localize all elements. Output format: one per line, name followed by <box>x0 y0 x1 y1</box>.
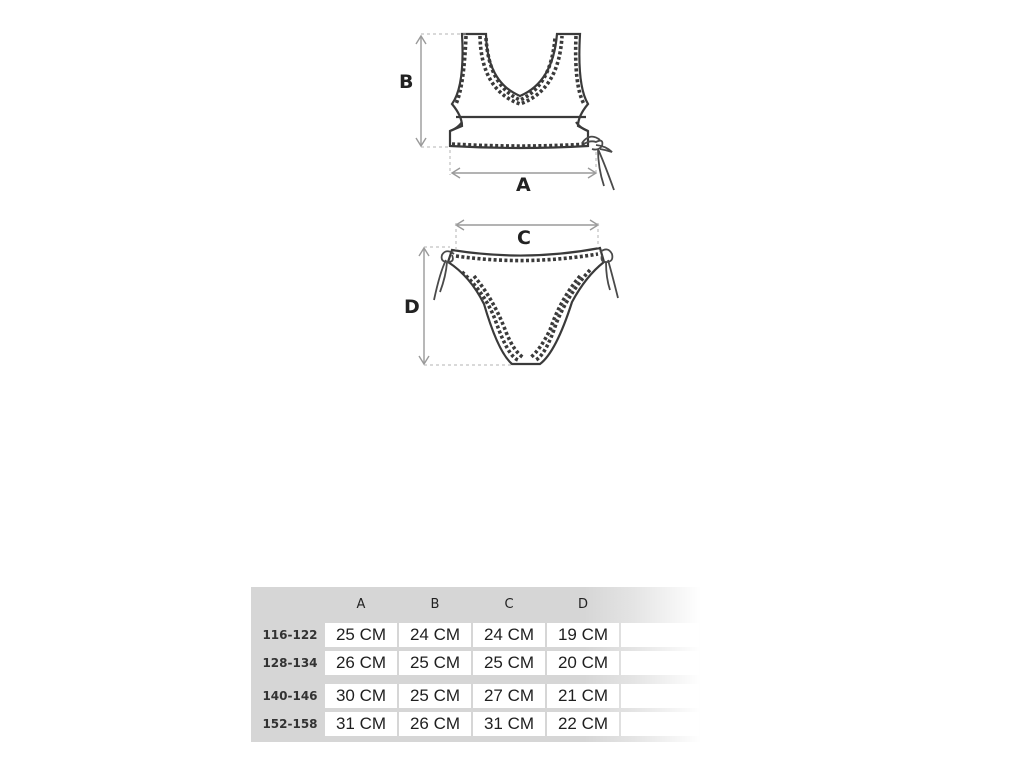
table-cell: 26 CM <box>325 651 397 675</box>
table-cell: 25 CM <box>399 684 471 708</box>
table-cell: 25 CM <box>325 623 397 647</box>
table-cell: 26 CM <box>399 712 471 736</box>
table-cell: 21 CM <box>547 684 619 708</box>
bottom-piece <box>434 248 618 364</box>
label-a: A <box>516 174 531 196</box>
row-size-label: 116-122 <box>262 628 318 642</box>
label-d: D <box>404 296 420 318</box>
label-b: B <box>399 71 414 93</box>
table-cell-empty <box>621 712 699 736</box>
table-cell: 25 CM <box>473 651 545 675</box>
label-c: C <box>517 227 531 249</box>
table-cell: 19 CM <box>547 623 619 647</box>
column-header-a: A <box>356 597 366 612</box>
row-size-label: 140-146 <box>262 689 318 703</box>
table-cell: 20 CM <box>547 651 619 675</box>
column-header-c: C <box>504 597 514 612</box>
size-table <box>251 587 701 742</box>
dimension-b <box>399 34 466 147</box>
table-cell: 31 CM <box>473 712 545 736</box>
dimension-c <box>456 220 598 250</box>
row-size-label: 128-134 <box>262 656 318 670</box>
table-cell-empty <box>621 623 699 647</box>
row-size-label: 152-158 <box>262 717 318 731</box>
dimension-d <box>404 247 512 365</box>
table-cell: 22 CM <box>547 712 619 736</box>
top-piece <box>450 34 614 190</box>
dimension-a <box>450 150 596 196</box>
table-cell: 27 CM <box>473 684 545 708</box>
column-header-d: D <box>577 597 588 612</box>
table-cell: 31 CM <box>325 712 397 736</box>
table-cell-empty <box>621 651 699 675</box>
table-cell: 30 CM <box>325 684 397 708</box>
table-cell: 25 CM <box>399 651 471 675</box>
table-cell-empty <box>621 684 699 708</box>
table-cell: 24 CM <box>473 623 545 647</box>
table-cell: 24 CM <box>399 623 471 647</box>
column-header-b: B <box>430 597 440 612</box>
